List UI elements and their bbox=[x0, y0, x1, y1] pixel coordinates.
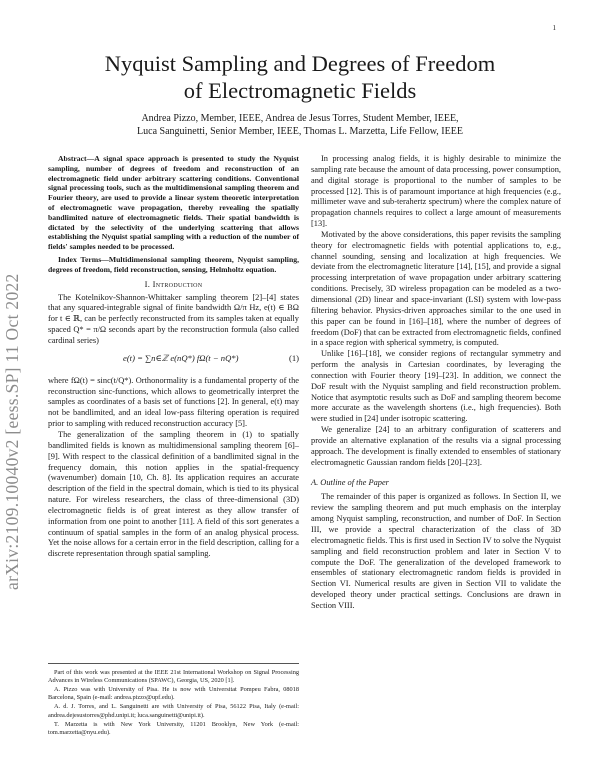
left-column bbox=[48, 154, 299, 560]
intro-paragraph: The generalization of the sampling theorem in (1) to spatially bandlimited fields is known as multidimensional sampling theorem [6]–[9]. With respect to the classical definition of a bandlimited signal in the frequency domain, this notion applies in the spatial-frequency (wavenumber) domain [10, Ch. 8]. Its application requires an accurate description of the field in the spectral domain, which is tied to its physical nature. For wireless researchers, the class of three-dimensional (3D) electromagnetic fields is of great interest as they allow transfer of information from one point to another [11]. A field of this sort generates a continuum of spatial samples in the form of an analog physical process. Yet the noise allows for a certain error in the field description, calling for a discrete representation through spatial sampling. bbox=[48, 430, 299, 559]
arxiv-identifier-stamp: arXiv:2109.10040v2 [eess.SP] 11 Oct 2022 bbox=[2, 273, 22, 590]
abstract-text: Abstract—A signal space approach is presented to study the Nyquist sampling, number of degrees of freedom and reconstruction of an electromagnetic field under arbitrary scattering conditions. Conventional signal processing tools, such as the multidimensional sampling theorem and Fourier theory, are used to provide a linear system theoretic interpretation of electromagnetic wave propagation, thereby revealing the spatially bandlimited nature of electromagnetic fields. Their spatial bandwidth is dictated by the selectivity of the underlying scattering that allows establishing the Nyquist spatial sampling with a reduction of the number of fields' samples needed to be processed. bbox=[48, 154, 299, 252]
equation-1 bbox=[48, 349, 299, 373]
equation-number: (1) bbox=[288, 352, 299, 363]
right-column bbox=[311, 154, 561, 612]
page-number: 1 bbox=[552, 24, 556, 32]
footnote: A. d. J. Torres, and L. Sanguinetti are with University of Pisa, 56122 Pisa, Italy (e-mail: andrea.dejesustorres@phd.unipi.it; luca.sanguinetti@unipi.it). bbox=[48, 703, 299, 719]
author-line-1: Andrea Pizzo, Member, IEEE, Andrea de Jesus Torres, Student Member, IEEE, bbox=[141, 113, 459, 124]
equation-body: e(t) = ∑n∈ℤ e(nQ*) fΩ(t − nQ*) bbox=[123, 352, 239, 363]
section-heading-introduction: I. Introduction bbox=[144, 278, 203, 289]
footnotes bbox=[48, 663, 299, 738]
body-paragraph: We generalize [24] to an arbitrary configuration of scatterers and provide an alternative explanation of the results via a signal processing approach. The development is finally extended to ensembles of stationary electromagnetic Gaussian random fields [20]–[23]. bbox=[311, 425, 561, 467]
body-paragraph: Unlike [16]–[18], we consider regions of rectangular symmetry and perform the analysis in Cartesian coordinates, by leveraging the connection with Fourier theory [19]–[23]. In addition, we connect the DoF result with the Nyquist sampling and field reconstruction problem. Notice that asymptotic results such as DoF and sampling theorem become more accurate as the wavelength shortens (i.e., high frequencies). Both were studied in [24] under isotropic scattering. bbox=[311, 349, 561, 424]
author-line-2: Luca Sanguinetti, Senior Member, IEEE, Thomas L. Marzetta, Life Fellow, IEEE bbox=[137, 126, 463, 137]
footnote: T. Marzetta is with New York University, 11201 Brooklyn, New York (e-mail: tom.marzetta@nyu.edu). bbox=[48, 720, 299, 736]
body-paragraph: Motivated by the above considerations, this paper revisits the sampling theory for electromagnetic fields with potential applications to, e.g., channel sounding, sensing and localization at high frequencies. We deviate from the electromagnetic literature [14], [15], and provide a signal processing interpretation of wave propagation under arbitrary scattering conditions. Precisely, 3D wireless propagation can be modeled as a two-dimensional (2D) linear and space-invariant (LSI) system with low-pass filtering behavior. Physics-driven approaches similar to the one used in this paper can be found in [16]–[18], where the number of degrees of freedom (DoF) that can be extracted from electromagnetic fields, confined in a space region with spherical symmetry, is computed. bbox=[311, 229, 561, 348]
subsection-heading-outline: A. Outline of the Paper bbox=[311, 478, 389, 488]
body-paragraph: In processing analog fields, it is highly desirable to minimize the sampling rate because the amount of data processing, power consumption, and digital storage is proportional to the number of samples to be processed [12]. This is of paramount importance at high frequencies (e.g., millimeter wave and sub-terahertz spectrum) where the complex nature of propagation channels requires to collect a large amount of measurements [13]. bbox=[311, 154, 561, 229]
footnote: A. Pizzo was with University of Pisa. He is now with Universitat Pompeu Fabra, 08018 Barcelona, Spain (e-mail: andrea.pizzo@upf.edu). bbox=[48, 686, 299, 702]
abstract bbox=[48, 154, 299, 252]
paper-title bbox=[60, 50, 540, 104]
author-list bbox=[60, 112, 540, 138]
footnote: Part of this work was presented at the IEEE 21st International Workshop on Signal Processing Advances in Wireless Communications (SPAWC), Georgia, US, 2020 [1]. bbox=[48, 669, 299, 685]
index-terms-text: Index Terms—Multidimensional sampling theorem, Nyquist sampling, degrees of freedom, field reconstruction, sensing, Helmholtz equation. bbox=[48, 254, 299, 274]
intro-paragraph: where fΩ(t) = sinc(t/Q*). Orthonormality is a fundamental property of the reconstruction sinc-functions, which allows to geometrically interpret the samples as coordinates of a basis set of functions [2]. In general, e(t) may not be bandlimited, and an ideal low-pass filtering operation is required prior to sampling with reduced reconstruction accuracy [5]. bbox=[48, 375, 299, 429]
title-line-2: of Electromagnetic Fields bbox=[183, 78, 417, 103]
index-terms bbox=[48, 255, 299, 275]
body-paragraph: The remainder of this paper is organized as follows. In Section II, we review the sampling theorem and put much emphasis on the interplay among Nyquist sampling, reconstruction, and number of DoF. In Section III, we provide a spectral characterization of the class of 3D electromagnetic fields. This is first used in Section IV to solve the Nyquist sampling and field reconstruction problem and later in Section V to compute the DoF. The generalization of the developed framework to ensembles of stationary electromagnetic random fields is provided in Section VI. Numerical results are given in Section VII to validate the developed theory under practical settings. Conclusions are drawn in Section VIII. bbox=[311, 492, 561, 610]
title-line-1: Nyquist Sampling and Degrees of Freedom bbox=[104, 51, 496, 76]
intro-paragraph: The Kotelnikov-Shannon-Whittaker sampling theorem [2]–[4] states that any squared-integrable signal of finite bandwidth Ω/π Hz, e(t) ∈ BΩ for t ∈ ℝ, can be perfectly reconstructed from its samples taken at equally spaced Q* = π/Ω seconds apart by the reconstruction formula (also called cardinal series) bbox=[48, 292, 299, 345]
